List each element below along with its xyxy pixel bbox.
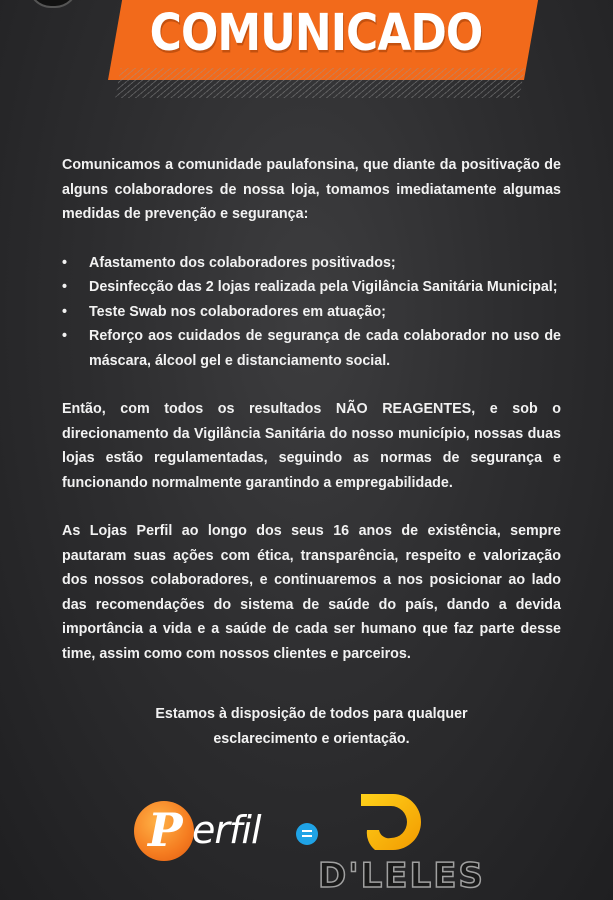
banner-hatch-decoration xyxy=(115,68,524,98)
perfil-logo-initial: P xyxy=(148,803,183,857)
closing-line-2: esclarecimento e orientação. xyxy=(213,730,410,747)
perfil-logo-text: erfil xyxy=(192,808,261,852)
measure-item: • Teste Swab nos colaboradores em atuação; xyxy=(62,300,561,325)
perfil-logo xyxy=(134,801,286,863)
closing-line-1: Estamos à disposição de todos para qualquer xyxy=(155,706,468,722)
profile-avatar[interactable] xyxy=(28,0,78,8)
measure-item: • Reforço aos cuidados de segurança de cada colaborador no uso de máscara, álcool gel e distanciamento social. xyxy=(62,324,561,373)
announcement-body xyxy=(62,153,561,666)
dleles-logo-text: D'LELES xyxy=(318,856,485,896)
intro-paragraph: Comunicamos a comunidade paulafonsina, que diante da positivação de alguns colaboradores de nossa loja, tomamos imediatamente algumas medidas de prevenção e segurança: xyxy=(62,157,561,222)
dleles-logo-mark xyxy=(357,786,425,854)
history-paragraph: As Lojas Perfil ao longo dos seus 16 anos de existência, sempre pautaram suas ações com ética, transparência, respeito e valorização dos nossos colaboradores, e continuaremos a nos posicionar ao lado das recomendações do sistema de saúde do país, dando a devida importância a vida e a saúde de cada ser humano que faz parte desse time, assim como com nossos clientes e parceiros. xyxy=(62,523,561,662)
banner-title: COMUNICADO xyxy=(149,4,483,63)
results-paragraph: Então, com todos os resultados NÃO REAGENTES, e sob o direcionamento da Vigilância Sanitária do nosso município, nossas duas lojas estão regulamentadas, seguindo as normas de segurança e funcionando normalmente garantindo a empregabilidade. xyxy=(62,401,561,491)
equals-icon xyxy=(296,823,318,845)
measure-item: • Afastamento dos colaboradores positivados; xyxy=(62,251,561,276)
closing-message xyxy=(62,702,561,751)
measure-item: • Desinfecção das 2 lojas realizada pela Vigilância Sanitária Municipal; xyxy=(62,275,561,300)
measures-list xyxy=(62,251,561,374)
